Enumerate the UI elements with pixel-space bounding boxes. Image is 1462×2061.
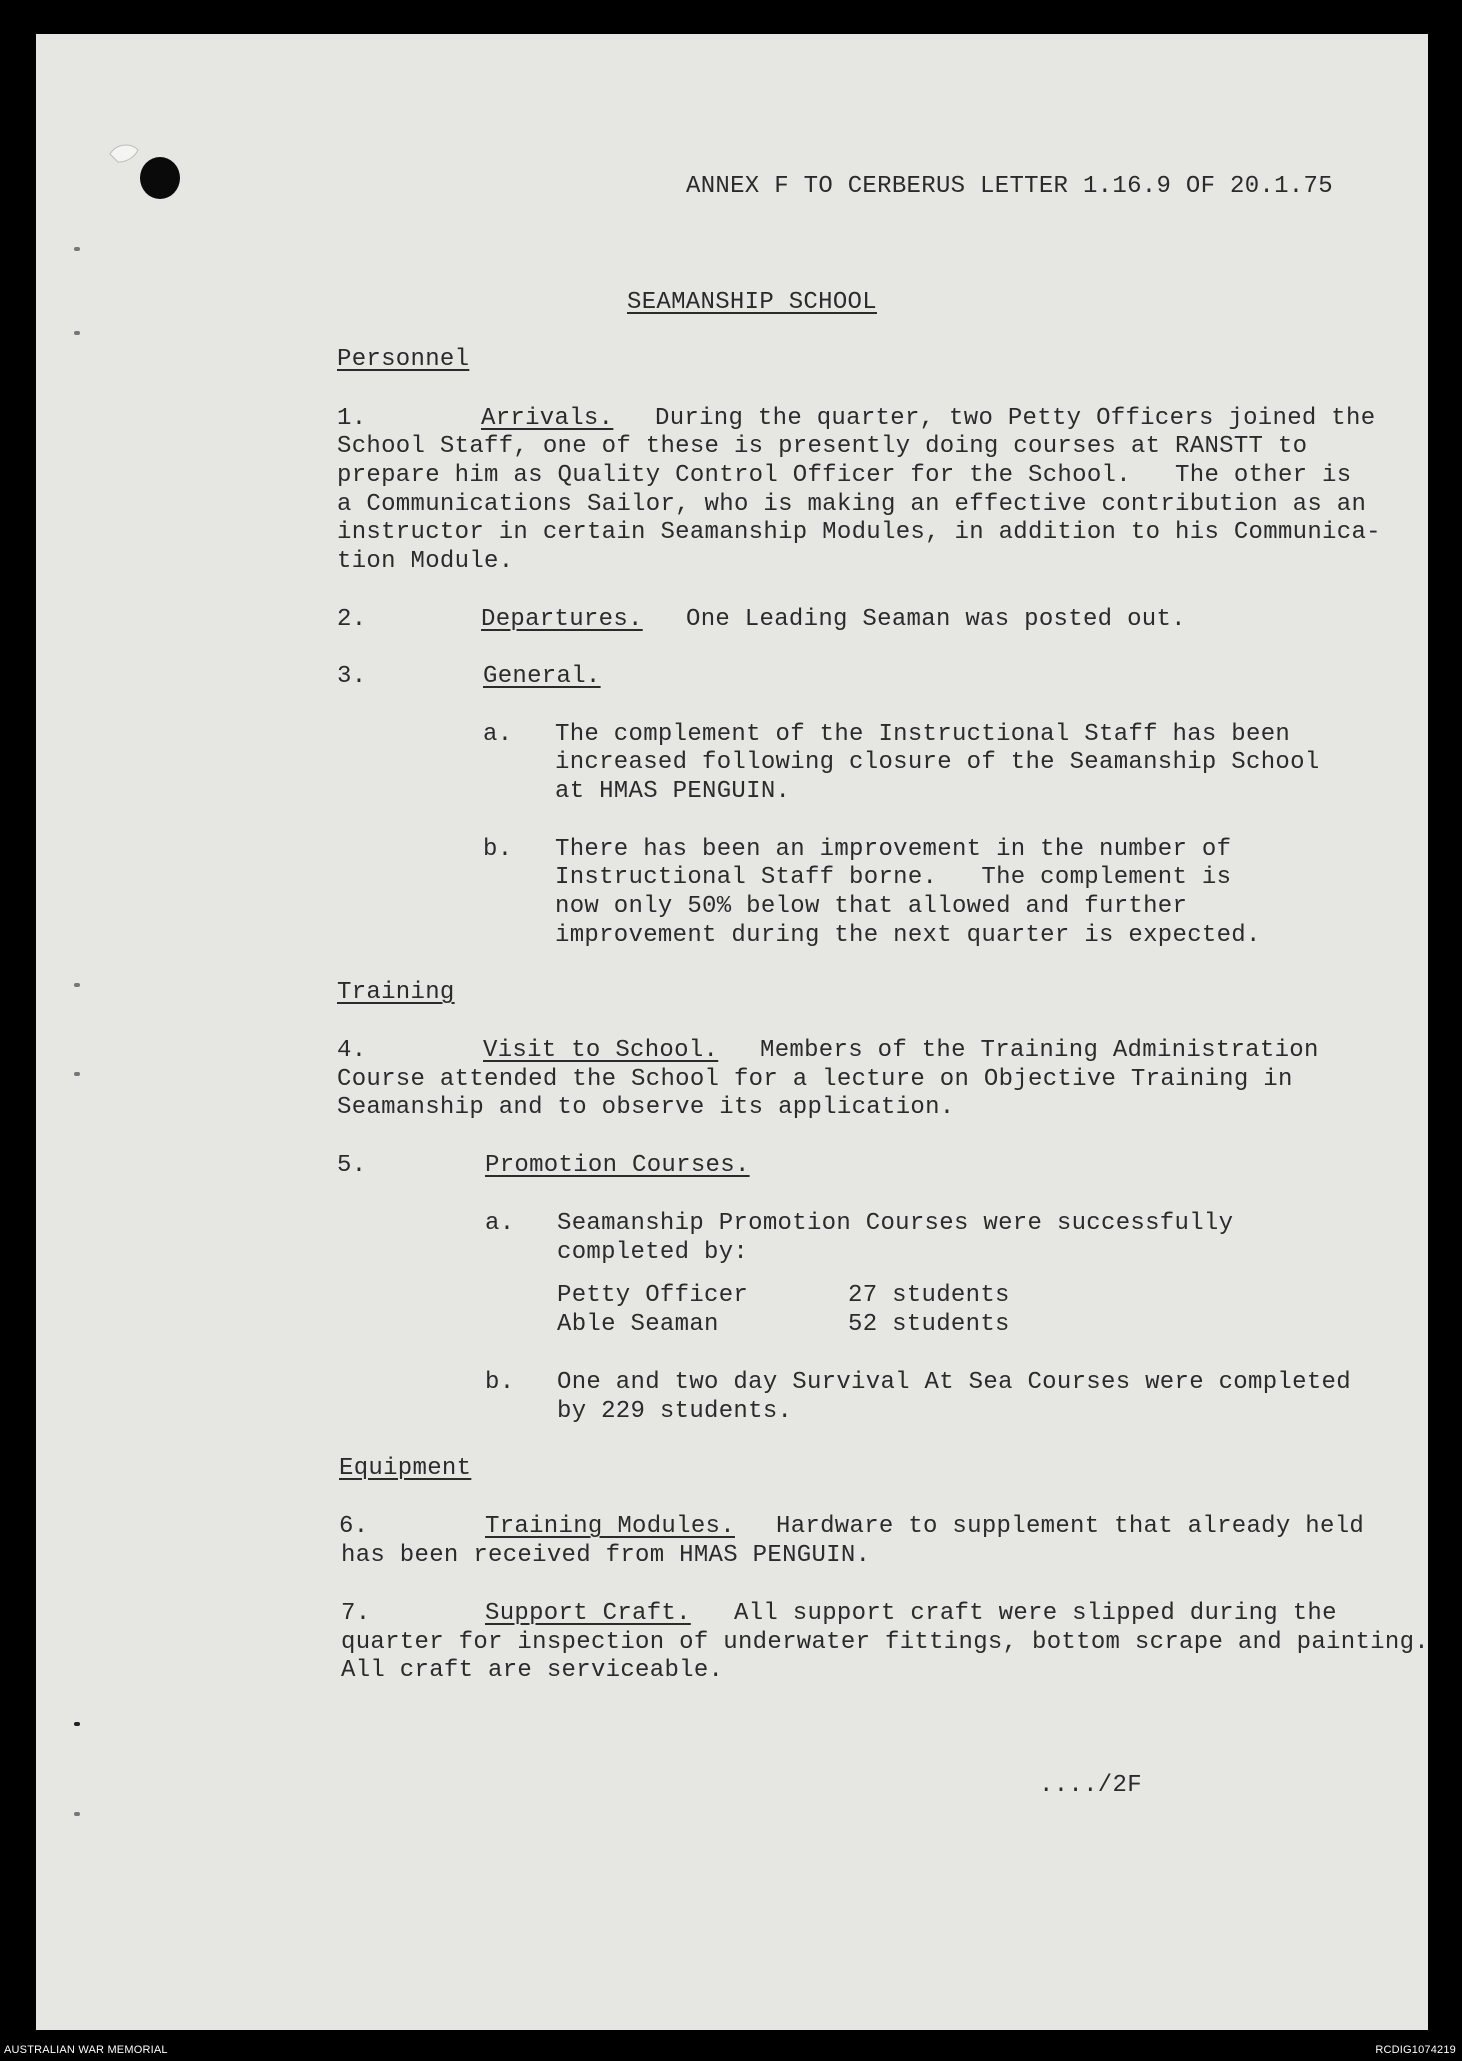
sub-item-text: Instructional Staff borne. The complement is [555, 864, 1232, 891]
margin-mark [74, 247, 80, 251]
paragraph-text: Course attended the School for a lecture on Objective Training in [337, 1066, 1293, 1093]
paragraph-text: Members of the Training Administration [760, 1037, 1319, 1064]
paragraph-label: Visit to School. [483, 1037, 719, 1064]
footer-source: AUSTRALIAN WAR MEMORIAL [4, 2044, 168, 2056]
paragraph-label: Support Craft. [485, 1600, 691, 1627]
sub-item-text: improvement during the next quarter is expected. [555, 922, 1261, 949]
punch-hole-icon [104, 140, 180, 202]
sub-item-letter: b. [485, 1369, 515, 1396]
continuation-marker: ..../2F [1039, 1772, 1142, 1799]
section-heading-equipment: Equipment [339, 1455, 472, 1482]
paragraph-text: quarter for inspection of underwater fittings, bottom scrape and painting. [341, 1629, 1429, 1656]
paragraph-label: Training Modules. [485, 1513, 735, 1540]
paragraph-label: Departures. [481, 606, 643, 633]
paragraph-text: has been received from HMAS PENGUIN. [341, 1542, 871, 1569]
paragraph-number: 3. [337, 663, 367, 690]
sub-item-text: The complement of the Instructional Staff has been [555, 721, 1291, 748]
margin-mark [74, 1812, 80, 1816]
sub-item-text: at HMAS PENGUIN. [555, 778, 791, 805]
paragraph-text: tion Module. [337, 548, 514, 575]
sub-item-text: by 229 students. [557, 1398, 793, 1425]
paragraph-text: instructor in certain Seamanship Modules, in addition to his Communica- [337, 519, 1381, 546]
sub-item-text: increased following closure of the Seamanship School [555, 749, 1320, 776]
paragraph-text: Seamanship and to observe its application. [337, 1094, 955, 1121]
paragraph-text: One Leading Seaman was posted out. [686, 606, 1186, 633]
paragraph-label: Promotion Courses. [485, 1152, 750, 1179]
paragraph-text: a Communications Sailor, who is making an effective contribution as an [337, 491, 1367, 518]
margin-mark [74, 1072, 80, 1076]
paragraph-text: During the quarter, two Petty Officers joined the [655, 405, 1376, 432]
paragraph-label: Arrivals. [481, 405, 614, 432]
course-count: 27 students [848, 1282, 1010, 1309]
paragraph-number: 5. [337, 1152, 367, 1179]
course-count: 52 students [848, 1311, 1010, 1338]
sub-item-text: One and two day Survival At Sea Courses were completed [557, 1369, 1351, 1396]
footer-reference: RCDIG1074219 [1375, 2044, 1456, 2056]
annex-header: ANNEX F TO CERBERUS LETTER 1.16.9 OF 20.1.75 [686, 173, 1333, 200]
paragraph-number: 4. [337, 1037, 367, 1064]
document-page [36, 34, 1428, 2030]
paragraph-text: School Staff, one of these is presently doing courses at RANSTT to [337, 433, 1308, 460]
paragraph-text: prepare him as Quality Control Officer for the School. The other is [337, 462, 1352, 489]
sub-item-letter: a. [483, 721, 513, 748]
sub-item-text: There has been an improvement in the number of [555, 836, 1232, 863]
course-rank: Able Seaman [557, 1311, 719, 1338]
sub-item-text: completed by: [557, 1239, 749, 1266]
sub-item-letter: b. [483, 836, 513, 863]
sub-item-letter: a. [485, 1210, 515, 1237]
paragraph-number: 2. [337, 606, 367, 633]
paragraph-number: 1. [337, 405, 367, 432]
paragraph-text: Hardware to supplement that already held [776, 1513, 1365, 1540]
sub-item-text: now only 50% below that allowed and further [555, 893, 1188, 920]
section-heading-personnel: Personnel [337, 346, 470, 373]
paragraph-number: 6. [339, 1513, 369, 1540]
margin-mark [74, 1722, 80, 1726]
margin-mark [74, 983, 80, 987]
paragraph-label: General. [483, 663, 601, 690]
paragraph-text: All craft are serviceable. [341, 1657, 724, 1684]
margin-mark [74, 331, 80, 335]
paragraph-number: 7. [341, 1600, 371, 1627]
course-rank: Petty Officer [557, 1282, 749, 1309]
section-heading-training: Training [337, 979, 455, 1006]
paragraph-text: All support craft were slipped during the [734, 1600, 1337, 1627]
page-title: SEAMANSHIP SCHOOL [627, 289, 877, 316]
sub-item-text: Seamanship Promotion Courses were successfully [557, 1210, 1234, 1237]
